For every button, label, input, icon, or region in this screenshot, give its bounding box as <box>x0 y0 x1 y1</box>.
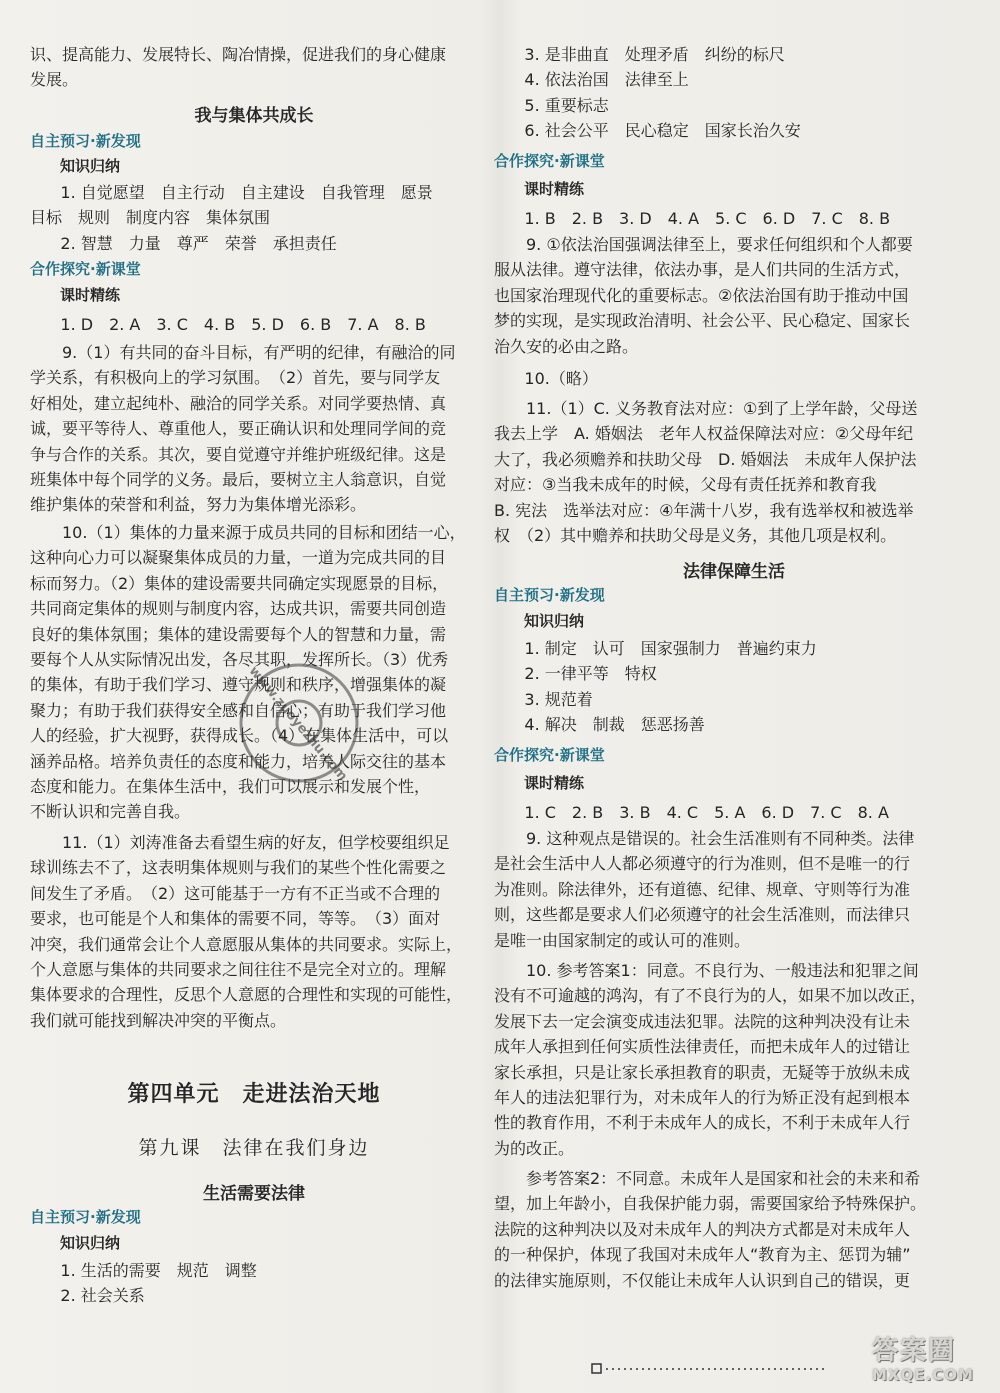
list-item: 目标 规则 制度内容 集体氛围 <box>30 208 271 228</box>
text-line: 个人意愿与集体的共同要求之间往往不是完全对立的。理解 <box>30 960 447 980</box>
text-line: 没有不可逾越的鸿沟，有了不良行为的人，如果不加以改正， <box>494 986 927 1006</box>
text-line: 学关系，有积极向上的学习氛围。 （2）首先，要与同学友 <box>30 368 441 388</box>
text-line: 维护集体的荣誉和利益，努力为集体增光添彩。 <box>30 495 367 515</box>
text-line: 冲突，我们通常会让个人意愿服从集体的共同要求。实际上， <box>30 934 463 954</box>
section-subhead: 合作探究·新课堂 <box>30 260 141 278</box>
text-line: 集体要求的合理性，反思个人意愿的合理性和实现的可能性， <box>30 985 463 1005</box>
text-line: 聚力；有助于我们获得安全感和自信心；有助于我们学习他 <box>30 700 447 720</box>
section-label: 知识归纳 <box>60 1234 121 1252</box>
text-line: 10. 参考答案1：同意。不良行为、一般违法和犯罪之间 <box>526 961 919 980</box>
section-title: 我与集体共成长 <box>194 106 314 126</box>
text-line: 共同商定集体的规则与制度内容，达成共识，需要共同创造 <box>30 599 447 619</box>
site-logo <box>872 1336 994 1388</box>
list-item: 2. 智慧 力量 尊严 荣誉 承担责任 <box>60 233 337 253</box>
unit-title: 第四单元 走进法治天地 <box>127 1082 381 1107</box>
list-item: 6. 社会公平 民心稳定 国家长治久安 <box>524 121 801 141</box>
text-line: 人的经验，扩大视野，获得成长。（4）在集体生活中，可以 <box>30 726 449 746</box>
section-title: 法律保障生活 <box>683 562 785 582</box>
answer-paragraph <box>494 826 974 953</box>
section-label: 课时精练 <box>60 286 121 304</box>
text-line: 权 （2）其中赡养和扶助父母是义务，其他几项是权利。 <box>494 526 897 546</box>
text-line: 我们就可能找到解决冲突的平衡点。 <box>30 1010 287 1030</box>
text-line: 的法律实施原则，不仅能让未成年人认识到自己的错误，更 <box>494 1270 911 1290</box>
text-line: 为准则。除法律外，还有道德、纪律、规章、守则等行为准 <box>494 879 911 899</box>
text-line: 9. ①依法治国强调法律至上，要求任何组织和个人都要 <box>526 235 913 254</box>
text-line: 的集体，有助于我们学习、遵守规则和秩序，增强集体的凝 <box>30 675 447 695</box>
text-line: 11.（1）刘涛准备去看望生病的好友，但学校要组织足 <box>62 833 450 852</box>
text-line: 也国家治理现代化的重要标志。②依法治国有助于推动中国 <box>494 285 909 305</box>
knowledge-list <box>494 42 974 144</box>
text-line: 服从法律。遵守法律，依法办事，是人们共同的生活方式， <box>494 260 911 280</box>
text-line: 我去上学 A. 婚姻法 老年人权益保障法对应：②父母年纪 <box>494 424 914 444</box>
list-item: 3. 规范着 <box>524 689 593 709</box>
text-line: 大了，我必须赡养和扶助父母 D. 婚姻法 未成年人保护法 <box>494 449 917 469</box>
section-subhead: 自主预习·新发现 <box>30 1208 141 1226</box>
text-line: 是唯一由国家制定的或认可的准则。 <box>494 930 751 950</box>
intro-text <box>30 42 478 93</box>
answer-line: 1. C 2. B 3. B 4. C 5. A 6. D 7. C 8. A <box>524 803 889 822</box>
text-line: 参考答案2：不同意。未成年人是国家和社会的未来和希 <box>526 1169 921 1188</box>
stamp-text: www.zuoyezhu.com <box>245 663 351 785</box>
section-subhead: 合作探究·新课堂 <box>494 746 605 764</box>
text-line: 望，加上年龄小，自我保护能力弱，需要国家给予特殊保护。 <box>494 1194 927 1214</box>
section-subhead: 合作探究·新课堂 <box>494 152 605 170</box>
footer-square-icon <box>592 1364 601 1373</box>
text-line: 间发生了矛盾。 （2）这可能基于一方有不正当或不合理的 <box>30 883 441 903</box>
section-label: 课时精练 <box>524 180 585 198</box>
page-footer-ornament <box>590 1360 830 1380</box>
text-line: 法院的这种判决以及对未成年人的判决方式都是对未成年人 <box>494 1219 911 1239</box>
text-line: 班集体中每个同学的义务。最后，要树立主人翁意识，自觉 <box>30 470 447 490</box>
text-line: 要求，也可能是个人和集体的需要不同，等等。 （3）面对 <box>30 909 441 929</box>
text-line: 球训练去不了，这表明集体规则与我们的某些个性化需要之 <box>30 858 447 878</box>
text-line: 发展。 <box>30 70 79 90</box>
text-line: 要每个人从实际情况出发，各尽其职，发挥所长。（3）优秀 <box>30 650 449 670</box>
text-line: 识、提高能力、发展特长、陶冶情操，促进我们的身心健康 <box>30 45 447 64</box>
text-line: 则，这些都是要求人们必须遵守的社会生活准则，而法律只 <box>494 905 911 925</box>
list-item: 2. 社会关系 <box>60 1286 145 1306</box>
text-line: 9. 这种观点是错误的。社会生活准则有不同种类。法律 <box>526 829 915 848</box>
list-item: 5. 重要标志 <box>524 95 609 115</box>
text-line: 性的教育作用，不利于未成年人的成长，不利于未成年人行 <box>494 1113 911 1133</box>
list-item: 4. 依法治国 法律至上 <box>524 70 689 90</box>
list-item: 1. 制定 认可 国家强制力 普遍约束力 <box>524 639 817 658</box>
text-line: 发展下去一定会演变成违法犯罪。法院的这种判决没有让未 <box>494 1011 911 1031</box>
text-line: 的一种保护，体现了我国对未成年人“教育为主、惩罚为辅” <box>494 1245 911 1265</box>
answer-paragraph <box>30 340 478 518</box>
text-line: 良好的集体氛围；集体的建设需要每个人的智慧和力量，需 <box>30 624 447 644</box>
list-item: 2. 一律平等 特权 <box>524 664 657 684</box>
text-line: 涵养品格。培养负责任的态度和能力，培养人际交往的基本 <box>30 751 447 771</box>
text-line: 10.（1）集体的力量来源于成员共同的目标和团结一心， <box>62 523 466 542</box>
text-line: 治久安的必由之路。 <box>494 336 639 356</box>
list-item: 1. 生活的需要 规范 调整 <box>60 1261 257 1280</box>
answer-paragraph <box>494 396 974 548</box>
answer-line: 10.（略） <box>524 369 598 388</box>
section-label: 知识归纳 <box>524 612 585 630</box>
knowledge-list <box>30 180 478 256</box>
text-line: B. 宪法 选举法对应：④年满十八岁，我有选举权和被选举 <box>494 500 914 520</box>
knowledge-list <box>494 636 974 738</box>
text-line: 对应：③当我未成年的时候，父母有责任抚养和教育我 <box>494 475 877 495</box>
section-label: 课时精练 <box>524 774 585 792</box>
knowledge-list <box>30 1258 478 1309</box>
answer-paragraph <box>494 1166 974 1293</box>
logo-subtext: MXQE.COM <box>872 1366 974 1384</box>
text-line: 诚，要平等待人、尊重他人，要正确认识和处理同学间的竞 <box>30 419 447 439</box>
text-line: 年人的违法犯罪行为，对未成年人的行为矫正没有起到根本 <box>494 1088 911 1108</box>
text-line: 11.（1）C. 义务教育法对应：①到了上学年龄，父母送 <box>526 399 918 418</box>
text-line: 9.（1）有共同的奋斗目标，有严明的纪律，有融洽的同 <box>62 343 456 362</box>
section-label: 知识归纳 <box>60 157 121 175</box>
section-title: 生活需要法律 <box>203 1184 305 1204</box>
text-line: 标而努力。（2）集体的建设需要共同确定实现愿景的目标， <box>30 573 449 593</box>
lesson-title: 第九课 法律在我们身边 <box>138 1137 370 1159</box>
answer-paragraph <box>494 232 974 359</box>
section-subhead: 自主预习·新发现 <box>30 132 141 150</box>
answer-paragraph <box>30 830 478 1033</box>
answer-line: 1. B 2. B 3. D 4. A 5. C 6. D 7. C 8. B <box>524 209 891 228</box>
answer-paragraph <box>494 958 974 1161</box>
text-line: 不断认识和完善自我。 <box>30 802 191 822</box>
list-item: 3. 是非曲直 处理矛盾 纠纷的标尺 <box>524 45 785 64</box>
list-item: 1. 自觉愿望 自主行动 自主建设 自我管理 愿景 <box>60 183 433 202</box>
text-line: 争与合作的关系。其次，要自觉遵守并维护班级纪律。这是 <box>30 444 447 464</box>
text-line: 态度和能力。在集体生活中，我们可以展示和发展个性， <box>30 777 431 797</box>
list-item: 4. 解决 制裁 惩恶扬善 <box>524 715 705 735</box>
text-line: 这种向心力可以凝聚集体成员的力量，一道为完成共同的目 <box>30 548 447 568</box>
text-line: 家长承担，只是让家长承担教育的职责，无疑等于放纵未成 <box>494 1062 911 1082</box>
watermark-stamp <box>224 648 374 798</box>
logo-text: 答案圈 <box>872 1336 957 1366</box>
text-line: 成年人承担到任何实质性法律责任，而把未成年人的过错让 <box>494 1037 911 1057</box>
text-line: 梦的实现，是实现政治清明、社会公平、民心稳定、国家长 <box>494 311 911 331</box>
answer-line: 1. D 2. A 3. C 4. B 5. D 6. B 7. A 8. B <box>60 315 426 334</box>
text-line: 好相处，建立起纯朴、融洽的同学关系。对同学要热情、真 <box>30 393 447 413</box>
text-line: 是社会生活中人人都必须遵守的行为准则，但不是唯一的行 <box>494 854 911 874</box>
text-line: 为的改正。 <box>494 1138 575 1158</box>
section-subhead: 自主预习·新发现 <box>494 586 605 604</box>
